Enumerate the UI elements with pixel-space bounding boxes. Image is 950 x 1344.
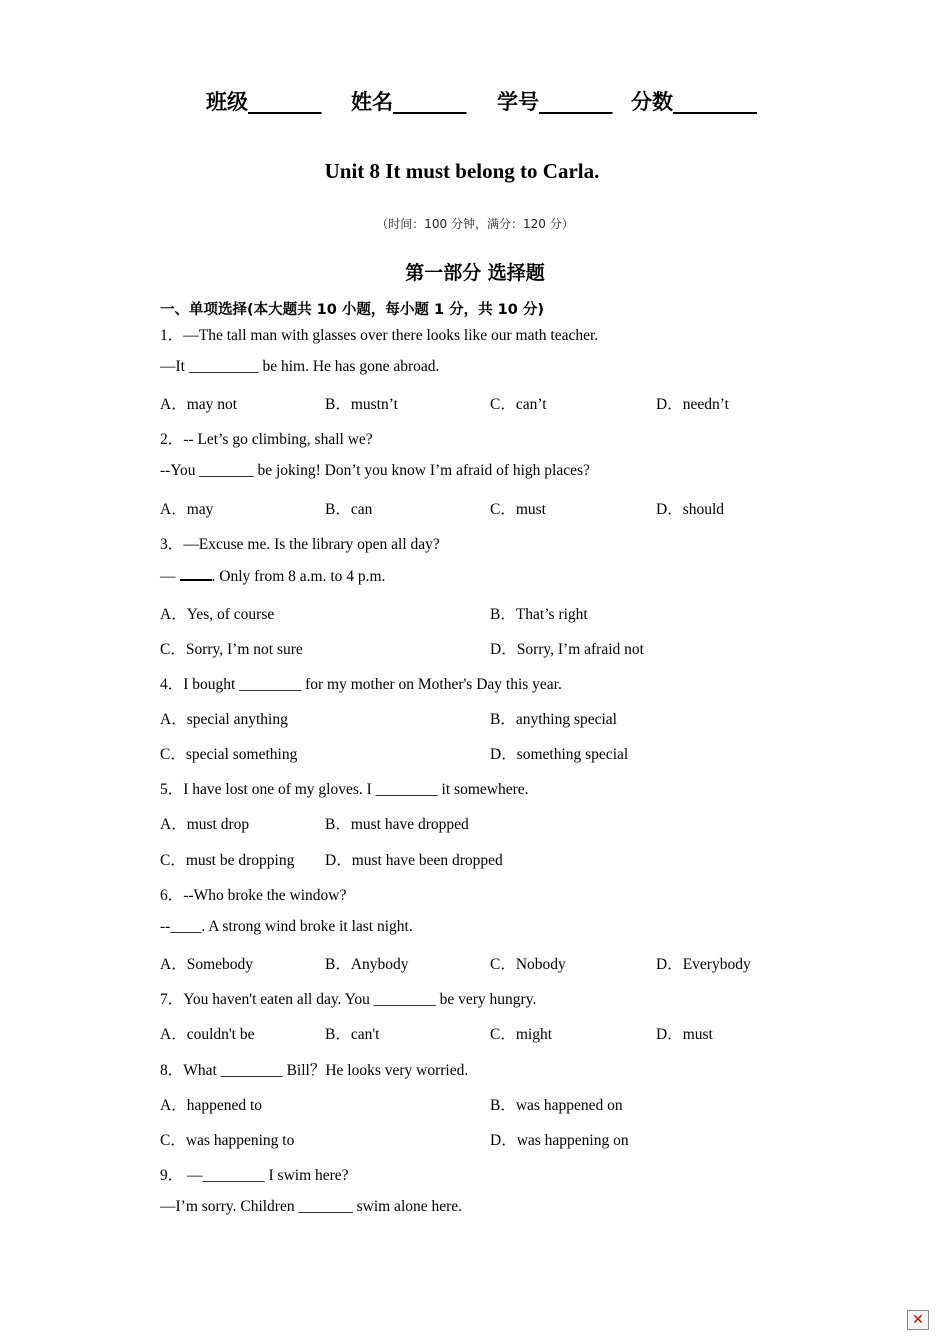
option-d: D．must have been dropped bbox=[325, 852, 503, 869]
option-d: D．must bbox=[656, 1026, 713, 1043]
option-c: C．can’t bbox=[490, 396, 547, 413]
option-a: A．couldn't be bbox=[160, 1026, 255, 1043]
option-a: A．Yes, of course bbox=[160, 606, 275, 623]
part-title: 第一部分 选择题 bbox=[405, 262, 545, 284]
question-stem: 3．—Excuse me. Is the library open all day? bbox=[160, 536, 440, 553]
option-c: C．must bbox=[490, 501, 546, 518]
option-c: C．was happening to bbox=[160, 1132, 295, 1149]
name-field: 姓名_______ bbox=[351, 90, 467, 114]
option-b: B．can't bbox=[325, 1026, 380, 1043]
option-a: A．may not bbox=[160, 396, 238, 413]
option-b: B．anything special bbox=[490, 711, 617, 728]
option-b: B．was happened on bbox=[490, 1097, 623, 1114]
question-line: —It _________ be him. He has gone abroad. bbox=[160, 358, 440, 375]
question-stem: 9． —________ I swim here? bbox=[160, 1167, 349, 1184]
option-b: B．mustn’t bbox=[325, 396, 398, 413]
option-d: D．should bbox=[656, 501, 725, 518]
option-c: C．Sorry, I’m not sure bbox=[160, 641, 303, 658]
option-c: C．must be dropping bbox=[160, 852, 295, 869]
question-line-text: . Only from 8 a.m. to 4 p.m. bbox=[211, 568, 386, 585]
close-icon[interactable]: ✕ bbox=[907, 1310, 929, 1330]
option-d: D．Everybody bbox=[656, 956, 751, 973]
question-line: --You _______ be joking! Don’t you know I’m afraid of high places? bbox=[160, 462, 590, 479]
question-stem: 8．What ________ Bill？He looks very worried. bbox=[160, 1062, 469, 1079]
time-info: （时间：100 分钟，满分：120 分） bbox=[376, 217, 574, 231]
option-a: A．happened to bbox=[160, 1097, 263, 1114]
option-d: D．needn’t bbox=[656, 396, 729, 413]
question-line: —I’m sorry. Children _______ swim alone here. bbox=[160, 1198, 463, 1215]
section-title: 一、单项选择(本大题共 10 小题，每小题 1 分，共 10 分) bbox=[160, 302, 544, 318]
page-title: Unit 8 It must belong to Carla. bbox=[324, 159, 600, 183]
dash: — bbox=[160, 568, 176, 585]
question-stem: 2．-- Let’s go climbing, shall we? bbox=[160, 431, 373, 448]
question-stem: 5．I have lost one of my gloves. I ________ it somewhere. bbox=[160, 781, 529, 798]
option-c: C．might bbox=[490, 1026, 553, 1043]
answer-blank bbox=[180, 567, 212, 581]
option-d: D．was happening on bbox=[490, 1132, 629, 1149]
option-d: D．something special bbox=[490, 746, 629, 763]
option-a: A．special anything bbox=[160, 711, 288, 728]
option-c: C．special something bbox=[160, 746, 298, 763]
option-d: D．Sorry, I’m afraid not bbox=[490, 641, 644, 658]
question-stem: 7．You haven't eaten all day. You ________ be very hungry. bbox=[160, 991, 537, 1008]
option-b: B．Anybody bbox=[325, 956, 409, 973]
option-c: C．Nobody bbox=[490, 956, 566, 973]
question-stem: 6．--Who broke the window? bbox=[160, 887, 347, 904]
option-a: A．must drop bbox=[160, 816, 250, 833]
class-field: 班级_______ bbox=[206, 90, 322, 114]
option-b: B．can bbox=[325, 501, 373, 518]
option-a: A．Somebody bbox=[160, 956, 254, 973]
student-id-field: 学号_______ bbox=[497, 90, 613, 114]
question-stem: 1．—The tall man with glasses over there looks like our math teacher. bbox=[160, 327, 599, 344]
question-line: --____. A strong wind broke it last night. bbox=[160, 918, 413, 935]
question-stem: 4．I bought ________ for my mother on Mother's Day this year. bbox=[160, 676, 562, 693]
question-line bbox=[160, 567, 385, 586]
option-b: B．That’s right bbox=[490, 606, 588, 623]
option-a: A．may bbox=[160, 501, 214, 518]
option-b: B．must have dropped bbox=[325, 816, 469, 833]
score-field: 分数________ bbox=[631, 90, 757, 114]
